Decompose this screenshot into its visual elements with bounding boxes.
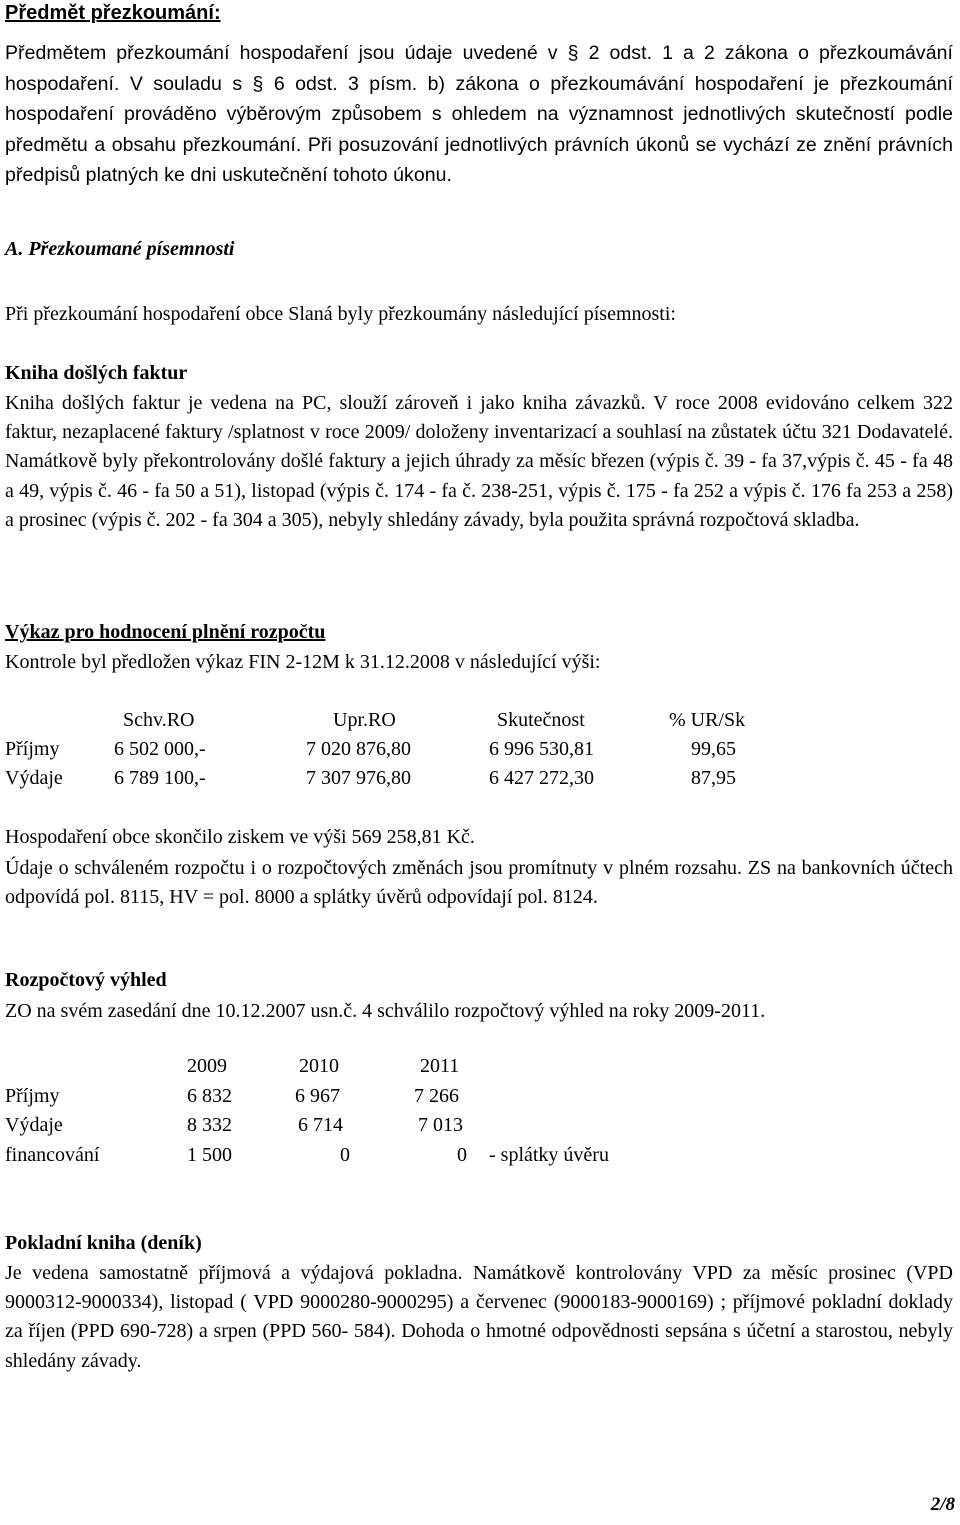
vyhled-col-header: 2009 <box>187 1055 227 1077</box>
intro-paragraph: Předmětem přezkoumání hospodaření jsou údaje uvedené v § 2 odst. 1 a 2 zákona o přezkoumávání hospodaření. V souladu s § 6 odst. 3 písm. b) zákona o přezkoumávání hospodaření je přezkoumání hospodaření prováděno výběrovým způsobem s ohledem na významnost jednotlivých skutečností podle předmětu a obsahu přezkoumání. Při posuzování jednotlivých právních úkonů se vychází ze znění právních předpisů platných ke dni uskutečnění tohoto úkonu. <box>5 42 953 186</box>
vykaz-table <box>5 709 805 799</box>
vykaz-cell: 99,65 <box>691 738 736 760</box>
vykaz-cell: 87,95 <box>691 767 736 789</box>
section-title: Předmět přezkoumání: <box>5 2 221 24</box>
vykaz-cell: 6 996 530,81 <box>489 738 594 760</box>
vykaz-heading: Výkaz pro hodnocení plnění rozpočtu <box>5 621 326 643</box>
section-a-prefix: A. <box>5 238 24 260</box>
vyhled-row-note: - splátky úvěru <box>489 1144 609 1166</box>
vyhled-cell: 0 <box>340 1144 350 1166</box>
section-a-title: Přezkoumané písemnosti <box>28 238 235 260</box>
vyhled-cell: 6 832 <box>187 1085 232 1107</box>
vykaz-cell: 6 789 100,- <box>114 767 206 789</box>
vykaz-result: Hospodaření obce skončilo ziskem ve výši 569 258,81 Kč. <box>5 826 475 848</box>
vyhled-cell: 6 714 <box>298 1114 343 1136</box>
vyhled-intro: ZO na svém zasedání dne 10.12.2007 usn.č. 4 schválilo rozpočtový výhled na roky 2009-2011. <box>5 1000 766 1022</box>
section-a-heading <box>5 238 234 261</box>
vyhled-cell: 8 332 <box>187 1114 232 1136</box>
vyhled-col-header: 2011 <box>420 1055 460 1077</box>
kniha-heading: Kniha došlých faktur <box>5 362 188 384</box>
vyhled-col-header: 2010 <box>299 1055 339 1077</box>
vyhled-cell: 1 500 <box>187 1144 232 1166</box>
vykaz-col-header: Upr.RO <box>333 709 396 731</box>
vykaz-cell: 6 502 000,- <box>114 738 206 760</box>
vyhled-cell: 6 967 <box>295 1085 340 1107</box>
vykaz-cell: 7 020 876,80 <box>306 738 411 760</box>
section-a-intro: Při přezkoumání hospodaření obce Slaná byly přezkoumány následující písemnosti: <box>5 303 676 325</box>
vykaz-cell: 6 427 272,30 <box>489 767 594 789</box>
vykaz-intro: Kontrole byl předložen výkaz FIN 2-12M k 31.12.2008 v následující výši: <box>5 651 601 673</box>
pokladni-heading: Pokladní kniha (deník) <box>5 1232 202 1254</box>
vyhled-cell: 7 266 <box>414 1085 459 1107</box>
vyhled-row-label: financování <box>5 1144 100 1166</box>
vyhled-cell: 7 013 <box>418 1114 463 1136</box>
vykaz-note: Údaje o schváleném rozpočtu i o rozpočtových změnách jsou promítnuty v plném rozsahu. ZS na bankovních účtech odpovídá pol. 8115, HV = pol. 8000 a splátky úvěrů odpovídají pol. 8124. <box>5 857 953 909</box>
vykaz-col-header: Schv.RO <box>123 709 195 731</box>
page-number: 2/8 <box>930 1494 955 1515</box>
vykaz-row-label: Výdaje <box>5 767 63 789</box>
vykaz-row-label: Příjmy <box>5 738 60 760</box>
vyhled-table <box>5 1055 705 1175</box>
vyhled-heading: Rozpočtový výhled <box>5 969 167 991</box>
vykaz-col-header: % UR/Sk <box>669 709 746 731</box>
vykaz-cell: 7 307 976,80 <box>306 767 411 789</box>
vyhled-row-label: Výdaje <box>5 1114 63 1136</box>
vykaz-col-header: Skutečnost <box>497 709 585 731</box>
vyhled-row-label: Příjmy <box>5 1085 60 1107</box>
kniha-text: Kniha došlých faktur je vedena na PC, slouží zároveň i jako kniha závazků. V roce 2008 evidováno celkem 322 faktur, nezaplacené faktury /splatnost v roce 2009/ doloženy inventarizací a souhlasí na zůstatek účtu 321 Dodavatelé. Namátkově byly překontrolovány došlé faktury a jejich úhrady za měsíc březen (výpis č. 39 - fa 37,výpis č. 45 - fa 48 a 49, výpis č. 46 - fa 50 a 51), listopad (výpis č. 174 - fa č. 238-251, výpis č. 175 - fa 252 a výpis č. 176 fa 253 a 258) a prosinec (výpis č. 202 - fa 304 a 305), nebyly shledány závady, byla použita správná rozpočtová skladba. <box>5 392 953 531</box>
vyhled-cell: 0 <box>457 1144 467 1166</box>
pokladni-text: Je vedena samostatně příjmová a výdajová pokladna. Namátkově kontrolovány VPD za měsíc prosinec (VPD 9000312-9000334), listopad ( VPD 9000280-9000295) a červenec (9000183-9000169) ; příjmové pokladní doklady za říjen (PPD 690-728) a srpen (PPD 560- 584). Dohoda o hmotné odpovědnosti sepsána s účetní a starostou, nebyly shledány závady. <box>5 1262 953 1372</box>
